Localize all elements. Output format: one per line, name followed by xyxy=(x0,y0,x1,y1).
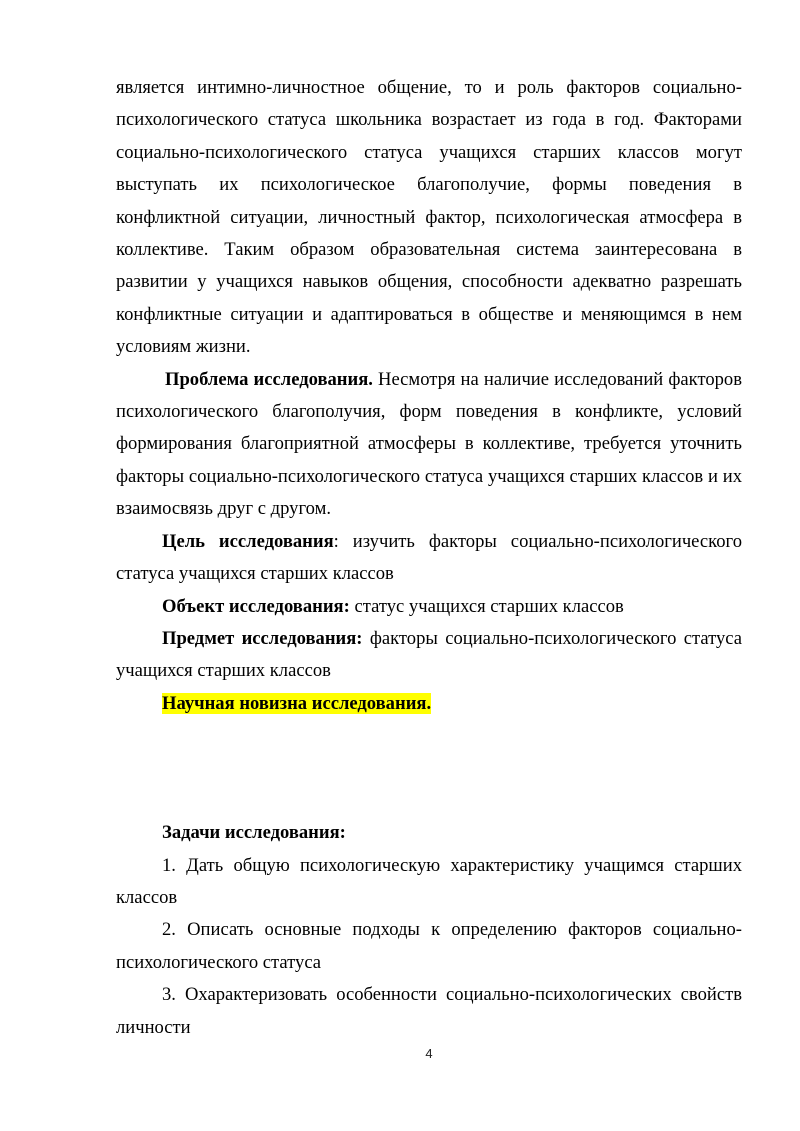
novelty-paragraph xyxy=(116,688,742,720)
goal-text: : изучить факторы социально-психологического статуса учащихся старших классов xyxy=(116,530,742,585)
subject-text: факторы социально-психологического статуса учащихся старших классов xyxy=(116,627,742,682)
task-item: 3. Охарактеризовать особенности социально-психологических свойств личности xyxy=(116,984,742,1038)
subject-label: Предмет исследования: xyxy=(162,627,363,649)
intro-paragraph: является интимно-личностное общение, то и роль факторов социально-психологического статуса школьника возрастает из года в год. Факторами социально-психологического статуса учащихся старших классов могут выступать их психологическое благополучие, формы поведения в конфликтной ситуации, личностный фактор, психологическая атмосфера в коллективе. Таким образом образовательная система заинтересована в развитии у учащихся навыков общения, способности адекватно разрешать конфликтные ситуации и адаптироваться в обществе и меняющимся в нем условиям жизни. xyxy=(116,77,742,358)
page-number: 4 xyxy=(425,1046,433,1061)
task-item: 2. Описать основные подходы к определению факторов социально-психологического статуса xyxy=(116,919,742,973)
tasks-heading xyxy=(116,817,742,849)
goal-label: Цель исследования xyxy=(162,530,334,552)
object-text: статус учащихся старших классов xyxy=(349,595,624,617)
page-body xyxy=(116,72,742,1044)
problem-paragraph xyxy=(116,364,742,526)
novelty-label: Научная новизна исследования. xyxy=(162,692,432,714)
object-label: Объект исследования: xyxy=(162,595,350,617)
blank-space xyxy=(116,720,742,817)
problem-label: Проблема исследования. xyxy=(165,368,373,390)
task-item: 1. Дать общую психологическую характеристику учащимся старших классов xyxy=(116,854,742,908)
object-paragraph xyxy=(116,591,742,623)
subject-paragraph xyxy=(116,623,742,688)
tasks-label: Задачи исследования: xyxy=(162,822,346,844)
goal-paragraph xyxy=(116,526,742,591)
problem-text: Несмотря на наличие исследований факторов психологического благополучия, форм поведения в конфликте, условий формирования благоприятной атмосферы в коллективе, требуется уточнить факторы социально-психологического статуса учащихся старших классов и их взаимосвязь друг с другом. xyxy=(116,368,742,520)
